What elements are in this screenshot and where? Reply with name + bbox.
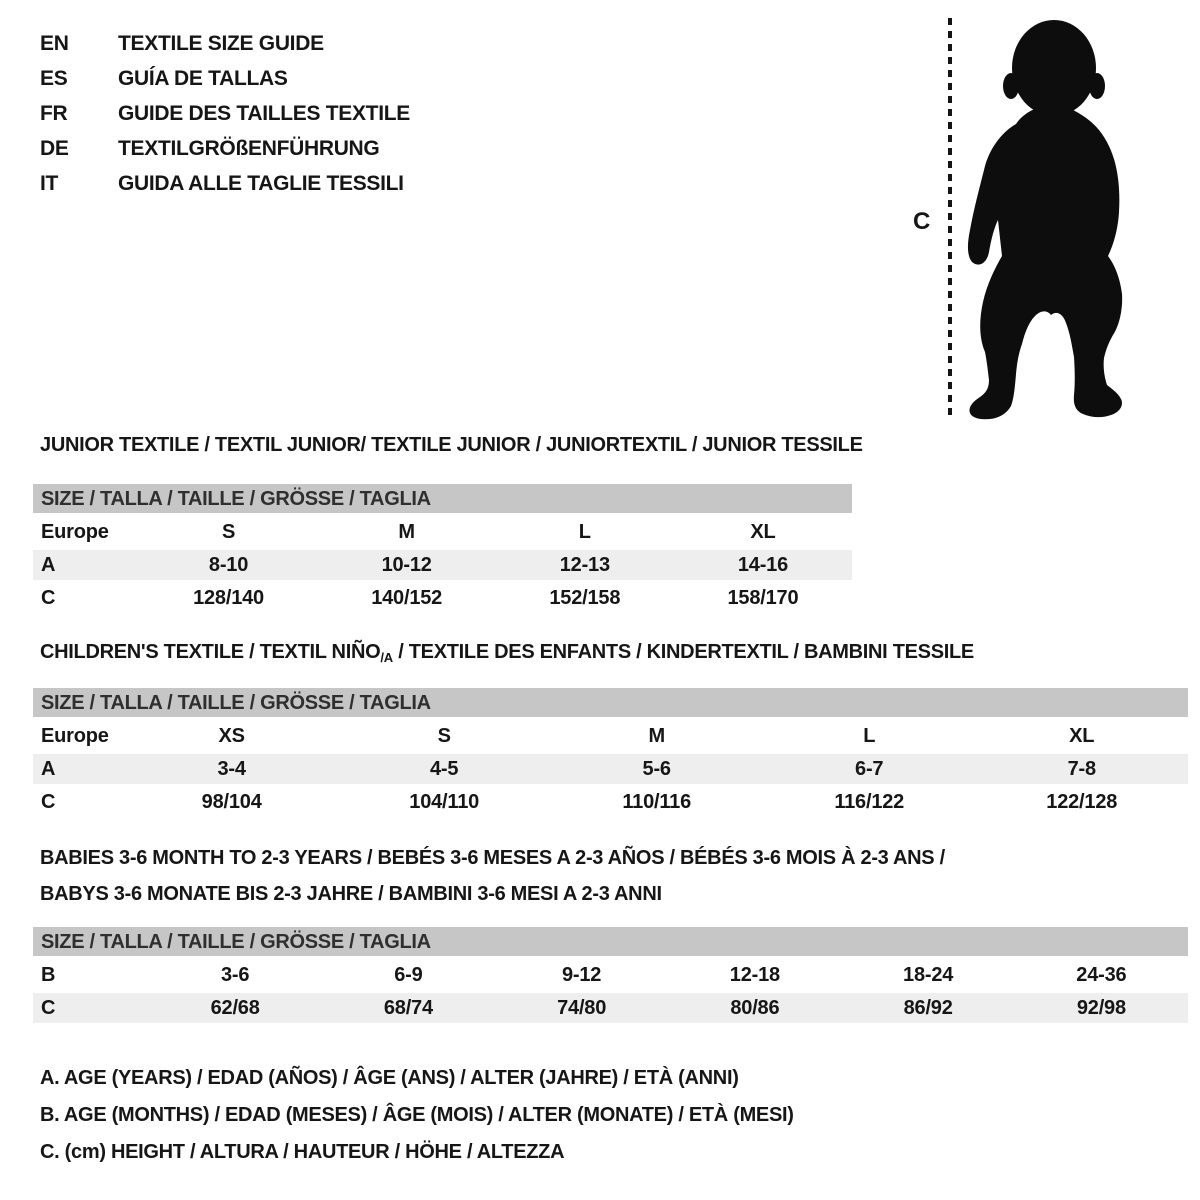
- table-cell: 62/68: [210, 997, 260, 1019]
- table-cell: 6-9: [394, 964, 423, 986]
- junior-section-title: JUNIOR TEXTILE / TEXTIL JUNIOR/ TEXTILE JUNIOR / JUNIORTEXTIL / JUNIOR TESSILE: [40, 434, 863, 456]
- language-code: ES: [40, 67, 68, 90]
- silhouette-ear-left: [1003, 73, 1019, 99]
- table-cell: 116/122: [834, 791, 905, 813]
- language-row: [40, 26, 410, 61]
- junior-table-rows: [33, 517, 852, 613]
- table-cell: 74/80: [557, 997, 607, 1019]
- table-row: [33, 583, 852, 613]
- babies-section-title-line2: BABYS 3-6 MONATE BIS 2-3 JAHRE / BAMBINI 3-6 MESI A 2-3 ANNI: [40, 883, 662, 905]
- language-row: [40, 131, 410, 166]
- table-cell: 8-10: [208, 554, 249, 576]
- table-cell: 3-4: [217, 758, 246, 780]
- size-header: SIZE / TALLA / TAILLE / GRÖSSE / TAGLIA: [33, 927, 1188, 956]
- table-cell: M: [398, 521, 415, 543]
- silhouette-ear-right: [1089, 73, 1105, 99]
- silhouette-head: [1012, 20, 1096, 116]
- legend-age-years: A. AGE (YEARS) / EDAD (AÑOS) / ÂGE (ANS) / ALTER (JAHRE) / ETÀ (ANNI): [40, 1067, 739, 1089]
- table-cell: 4-5: [430, 758, 459, 780]
- row-label: C: [41, 997, 56, 1019]
- height-measure-dashed-line: [948, 18, 952, 418]
- junior-size-table: [33, 484, 852, 616]
- table-cell: S: [221, 521, 236, 543]
- children-section-title: [40, 641, 974, 664]
- legend-age-months: B. AGE (MONTHS) / EDAD (MESES) / ÂGE (MOIS) / ALTER (MONATE) / ETÀ (MESI): [40, 1104, 794, 1126]
- table-cell: M: [648, 725, 665, 747]
- row-label: C: [41, 791, 56, 813]
- language-title-list: [40, 26, 410, 201]
- table-cell: 152/158: [549, 587, 621, 609]
- table-cell: 10-12: [381, 554, 432, 576]
- measurement-legend: [40, 1060, 794, 1171]
- table-cell: 98/104: [201, 791, 262, 813]
- table-cell: 12-18: [729, 964, 780, 986]
- table-row: [33, 550, 852, 580]
- row-label: A: [41, 758, 56, 780]
- table-row: [33, 960, 1188, 990]
- size-header: SIZE / TALLA / TAILLE / GRÖSSE / TAGLIA: [33, 484, 852, 513]
- table-cell: 12-13: [559, 554, 610, 576]
- guide-title: GUIDE DES TAILLES TEXTILE: [118, 102, 410, 125]
- table-cell: 92/98: [1076, 997, 1126, 1019]
- children-title-subscript: /A: [380, 650, 393, 665]
- babies-size-table: [33, 927, 1188, 1026]
- table-row: [33, 787, 1188, 817]
- table-cell: XS: [218, 725, 245, 747]
- babies-table-rows: [33, 960, 1188, 1023]
- children-title-main: CHILDREN'S TEXTILE / TEXTIL NIÑO: [40, 641, 381, 663]
- table-row: [33, 721, 1188, 751]
- table-cell: S: [437, 725, 451, 747]
- language-row: [40, 166, 410, 201]
- row-label: B: [41, 964, 56, 986]
- table-cell: 104/110: [409, 791, 480, 813]
- children-table-rows: [33, 721, 1188, 817]
- row-label: A: [41, 554, 56, 576]
- table-row: [33, 517, 852, 547]
- table-cell: 3-6: [220, 964, 250, 986]
- table-cell: XL: [1069, 725, 1095, 747]
- children-size-table: [33, 688, 1188, 820]
- children-title-rest: / TEXTILE DES ENFANTS / KINDERTEXTIL / BAMBINI TESSILE: [392, 641, 974, 663]
- table-cell: 6-7: [855, 758, 884, 780]
- table-cell: 128/140: [193, 587, 264, 609]
- table-cell: 14-16: [737, 554, 788, 576]
- guide-title: GUIDA ALLE TAGLIE TESSILI: [118, 172, 404, 195]
- table-cell: 68/74: [383, 997, 433, 1019]
- table-row: [33, 993, 1188, 1023]
- table-cell: 140/152: [371, 587, 443, 609]
- language-row: [40, 61, 410, 96]
- guide-title: GUÍA DE TALLAS: [118, 67, 288, 90]
- toddler-silhouette-icon: [966, 16, 1136, 420]
- table-row: [33, 754, 1188, 784]
- table-cell: 9-12: [562, 964, 602, 986]
- table-cell: 158/170: [727, 587, 799, 609]
- table-cell: L: [578, 521, 591, 543]
- language-code: EN: [40, 32, 69, 55]
- table-cell: 24-36: [1076, 964, 1127, 986]
- table-cell: 18-24: [903, 964, 954, 986]
- size-header: SIZE / TALLA / TAILLE / GRÖSSE / TAGLIA: [33, 688, 1188, 717]
- language-code: IT: [40, 172, 59, 195]
- table-cell: 122/128: [1046, 791, 1118, 813]
- row-label: Europe: [41, 725, 109, 747]
- language-row: [40, 96, 410, 131]
- table-cell: XL: [750, 521, 776, 543]
- silhouette-body: [968, 104, 1122, 419]
- legend-height-cm: C. (cm) HEIGHT / ALTURA / HAUTEUR / HÖHE / ALTEZZA: [40, 1141, 565, 1163]
- guide-title: TEXTILE SIZE GUIDE: [118, 32, 324, 55]
- row-label: C: [41, 587, 56, 609]
- table-cell: 86/92: [903, 997, 953, 1019]
- height-measure-label: C: [913, 208, 931, 235]
- row-label: Europe: [41, 521, 109, 543]
- language-code: FR: [40, 102, 68, 125]
- table-cell: 7-8: [1067, 758, 1096, 780]
- table-cell: 80/86: [730, 997, 780, 1019]
- guide-title: TEXTILGRÖßENFÜHRUNG: [118, 137, 380, 160]
- table-cell: L: [863, 725, 876, 747]
- babies-section-title-line1: BABIES 3-6 MONTH TO 2-3 YEARS / BEBÉS 3-6 MESES A 2-3 AÑOS / BÉBÉS 3-6 MOIS À 2-3 ANS /: [40, 847, 945, 869]
- language-code: DE: [40, 137, 69, 160]
- table-cell: 110/116: [622, 791, 692, 813]
- table-cell: 5-6: [642, 758, 671, 780]
